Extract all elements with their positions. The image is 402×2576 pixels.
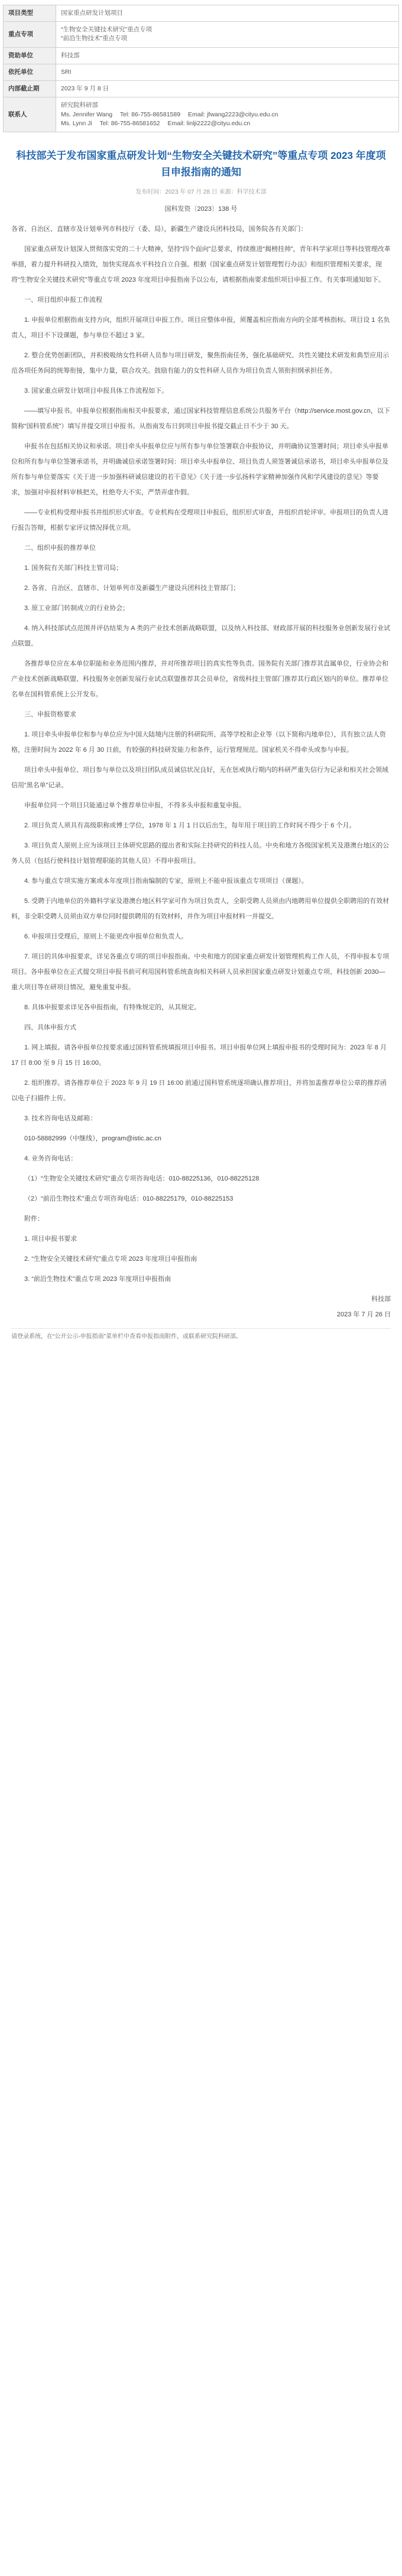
contact-tel: Tel: 86-755-86581652 [99,119,160,127]
article-paragraph: 各推荐单位应在本单位职能和业务范围内推荐，并对所推荐项目的真实性等负责。国务院有关部门推荐其直属单位，行业协会和产业技术创新战略联盟、科技服务业创新发展行业试点联盟推荐其会员单位，省级科技主管部门推荐其行政区划内的单位。推荐单位名单在国科管系统上公开发布。 [11,660,388,698]
row-label: 依托单位 [4,64,56,80]
article-paragraph: 7. 项目的具体申报要求，详见各重点专项的项目申报指南。中央和地方的国家重点研发计划管理机构工作人员，不得申报本专项项目。各申报单位在正式提交项目申报书前可利用国科管系统查询相关科研人员承担国家重点研发计划重点专项、科技创新 2030—重大项目等在研项目情况，避免重复申报。 [11,953,390,991]
row-value [56,22,399,47]
program-line: “前沿生物技术”重点专项 [61,35,127,43]
contact-office: 研究院科研部 [61,102,98,109]
article-paragraph: 3. 国家重点研发计划项目申报具体工作流程如下。 [24,387,168,394]
article-paragraph: 5. 受聘于内地单位的外籍科学家及港澳台地区科学家可作为项目负责人，全职受聘人员须由内地聘用单位提供全职聘用的有效材料，非全职受聘人员须由双方单位同时提供聘用的有效材料，并作为项目申报材料一并提交。 [11,897,390,920]
table-row [4,64,399,80]
contact-email[interactable]: Email: linlji2222@cityu.edu.cn [167,119,251,127]
table-row [4,97,399,132]
row-label: 联系人 [4,97,56,132]
row-label: 项目类型 [4,5,56,22]
program-line: “生物安全关键技术研究”重点专项 [61,26,152,34]
article-paragraph: 二、组织申报的推荐单位 [24,544,96,552]
footer-note: 请登录系统，在“公开公示-申报指南”菜单栏中查看申报指南附件，或联系研究院科研部。 [11,1328,391,1342]
article-paragraph: 2. 组织推荐。请各推荐单位于 2023 年 9 月 19 日 16:00 前通过国科管系统逐项确认推荐项目，并将加盖推荐单位公章的推荐函以电子扫描件上传。 [11,1079,387,1102]
article-paragraph: ——填写申报书。申报单位根据指南相关申报要求，通过国家科技管理信息系统公共服务平台（http://service.most.gov.cn，以下简称“国科管系统”）填写并提交项目申报书。从指南发布日到项目申报书提交截止日不少于 30 天。 [11,407,390,430]
article-paragraph: ——专业机构受理申报书并组织形式审查。专业机构在受理项目申报后，组织形式审查，并组织首轮评审。申报项目的负责人进行报告答辩，根据专家评议情况择优立项。 [11,508,388,531]
page [0,5,402,1342]
row-label: 重点专项 [4,22,56,47]
article-paragraph: 各省、自治区、直辖市及计划单列市科技厅（委、局），新疆生产建设兵团科技局，国务院各有关部门： [11,225,307,233]
contact-name: Ms. Lynn Ji [61,119,92,127]
article-paragraph: 1. 项目牵头申报单位和参与单位应为中国大陆境内注册的科研院所、高等学校和企业等（以下简称内地单位），具有独立法人资格，注册时间为 2022 年 6 月 30 日前，有较强的科技研发能力和条件，运行管理规范。国家机关不得牵头或参与申报。 [11,731,386,754]
table-row [4,5,399,22]
article-byline: 发布时间：2023 年 07 月 28 日 来源：科学技术部 [135,188,267,195]
row-label: 内部截止期 [4,81,56,97]
article-paragraph: 1. 网上填报。请各申报单位按要求通过国科管系统填报项目申报书。项目申报单位网上填报申报书的受理时间为：2023 年 8 月 17 日 8:00 至 9 月 15 日 16:00。 [11,1044,387,1067]
article-paragraph: 3. 原工业部门转制成立的行业协会； [24,604,129,612]
article-body [11,221,391,1322]
article-paragraph: 2. “生物安全关键技术研究”重点专项 2023 年度项目申报指南 [24,1255,197,1263]
row-value: 国家重点研发计划项目 [56,5,399,22]
article-paragraph: 010-58882999（中继线），program@istic.ac.cn [24,1134,161,1142]
article-paragraph: 科技部 [371,1295,391,1303]
contact-tel: Tel: 86-755-86581589 [119,110,181,118]
article-paragraph: 4. 业务咨询电话： [24,1155,77,1162]
article-paragraph: 2. 各省、自治区、直辖市、计划单列市及新疆生产建设兵团科技主管部门； [24,584,240,592]
article-paragraph: 4. 纳入科技部试点范围并评估结果为 A 类的产业技术创新战略联盟，以及纳入科技部、财政部开展的科技服务业创新发展行业试点联盟。 [11,624,391,647]
article-paragraph: 附件： [24,1215,44,1222]
contact-email[interactable]: Email: jfwang2223@cityu.edu.cn [187,110,278,118]
row-value: 科技部 [56,47,399,64]
article-paragraph: 项目牵头申报单位、项目参与单位以及项目团队成员诚信状况良好，无在惩戒执行期内的科研严重失信行为记录和相关社会领域信用“黑名单”记录。 [11,766,388,789]
contact-cell [56,97,399,132]
row-label: 资助单位 [4,47,56,64]
article-paragraph: 3. 项目负责人原则上应为该项目主体研究思路的提出者和实际主持研究的科技人员。中央和地方各级国家机关及港澳台地区的公务人员（包括行使科技计划管理职能的其他人员）不得申报项目。 [11,842,390,865]
article-paragraph: 一、项目组织申报工作流程 [24,296,102,304]
article-paragraph: 申报书在包括相关协议和承诺。项目牵头申报单位应与所有参与单位签署联合申报协议，并明确协议签署时间；项目牵头申报单位和所有参与单位签署承诺书，并明确诚信承诺签署时间：项目牵头申报单位、项目负责人须签署诚信承诺书，项目牵头申报单位及所有参与单位要落实《关于进一步加强科研诚信建设的若干意见》《关于进一步弘扬科学家精神加强作风和学风建设的意见》等要求，加强对申报材料审核把关，杜绝夸大不实，严禁弄虚作假。 [11,442,388,496]
article-paragraph: 4. 参与重点专项实施方案或本年度项目指南编制的专家，原则上不能申报该重点专项项目（课题）。 [24,877,308,885]
article-paragraph: 四、具体申报方式 [24,1023,76,1031]
table-row [4,81,399,97]
article-paragraph: 国家重点研发计划深入贯彻落实党的二十大精神，坚持“四个面向”总要求，持续推进“揭榜挂帅”，青年科学家项目等科技管理改革举措，着力提升科研投入绩效，加快实现高水平科技自立自强。根据《国家重点研发计划管理暂行办法》和组织管理相关要求，现将“生物安全关键技术研究”等重点专项 2023 年度项目申报指南予以公布，请根据指南要求组织项目申报工作。有关事项通知如下。 [11,245,391,283]
project-info-table [3,5,399,132]
table-row [4,47,399,64]
contact-person [61,119,394,128]
article-paragraph: （1）“生物安全关键技术研究”重点专项咨询电话：010-88225136，010-88225128 [24,1175,260,1182]
article-paragraph: 1. 项目申报书要求 [24,1235,77,1243]
article-paragraph: 1. 申报单位根据指南支持方向，组织开展项目申报工作。项目应整体申报，须覆盖相应指南方向的全部考核指标。项目设 1 名负责人，项目不下设课题，参与单位不超过 3 家。 [11,316,390,339]
contact-person [61,110,394,119]
article-paragraph: 3. “前沿生物技术”重点专项 2023 年度项目申报指南 [24,1275,171,1283]
contact-name: Ms. Jennifer Wang [61,110,113,118]
document-number: 国科发资〔2023〕138 号 [164,205,238,213]
row-value: SRI [56,64,399,80]
article-paragraph: 6. 申报项目受理后，原则上不能更改申报单位和负责人。 [24,932,188,940]
article-paragraph: 2. 项目负责人须具有高级职称或博士学位，1978 年 1 月 1 日以后出生，每年用于项目的工作时间不得少于 6 个月。 [24,821,356,829]
article-paragraph: 2. 整合优势创新团队，并积极吸纳女性科研人员参与项目研发，聚焦指南任务，强化基础研究、共性关键技术研发和典型应用示范各项任务间的统筹衔接，集中力量，联合攻关。鼓励有能力的女性科研人员作为项目负责人领衔担纲承担任务。 [11,351,390,374]
article-paragraph: 3. 技术咨询电话及邮箱： [24,1114,97,1122]
article-paragraph: 8. 具体申报要求详见各申报指南，有特殊规定的，从其规定。 [24,1003,201,1011]
table-row [4,22,399,47]
article-paragraph: （2）“前沿生物技术”重点专项咨询电话：010-88225179，010-88225153 [24,1195,234,1202]
article-paragraph: 1. 国务院有关部门科技主管司局； [24,564,123,572]
article-paragraph: 三、申报资格要求 [24,710,76,718]
article-title: 科技部关于发布国家重点研发计划“生物安全关键技术研究”等重点专项 2023 年度项目申报指南的通知 [16,149,386,178]
row-value: 2023 年 9 月 8 日 [56,81,399,97]
article-paragraph: 2023 年 7 月 26 日 [336,1310,391,1318]
article-paragraph: 申报单位同一个项目只能通过单个推荐单位申报，不得多头申报和重复申报。 [24,801,245,809]
